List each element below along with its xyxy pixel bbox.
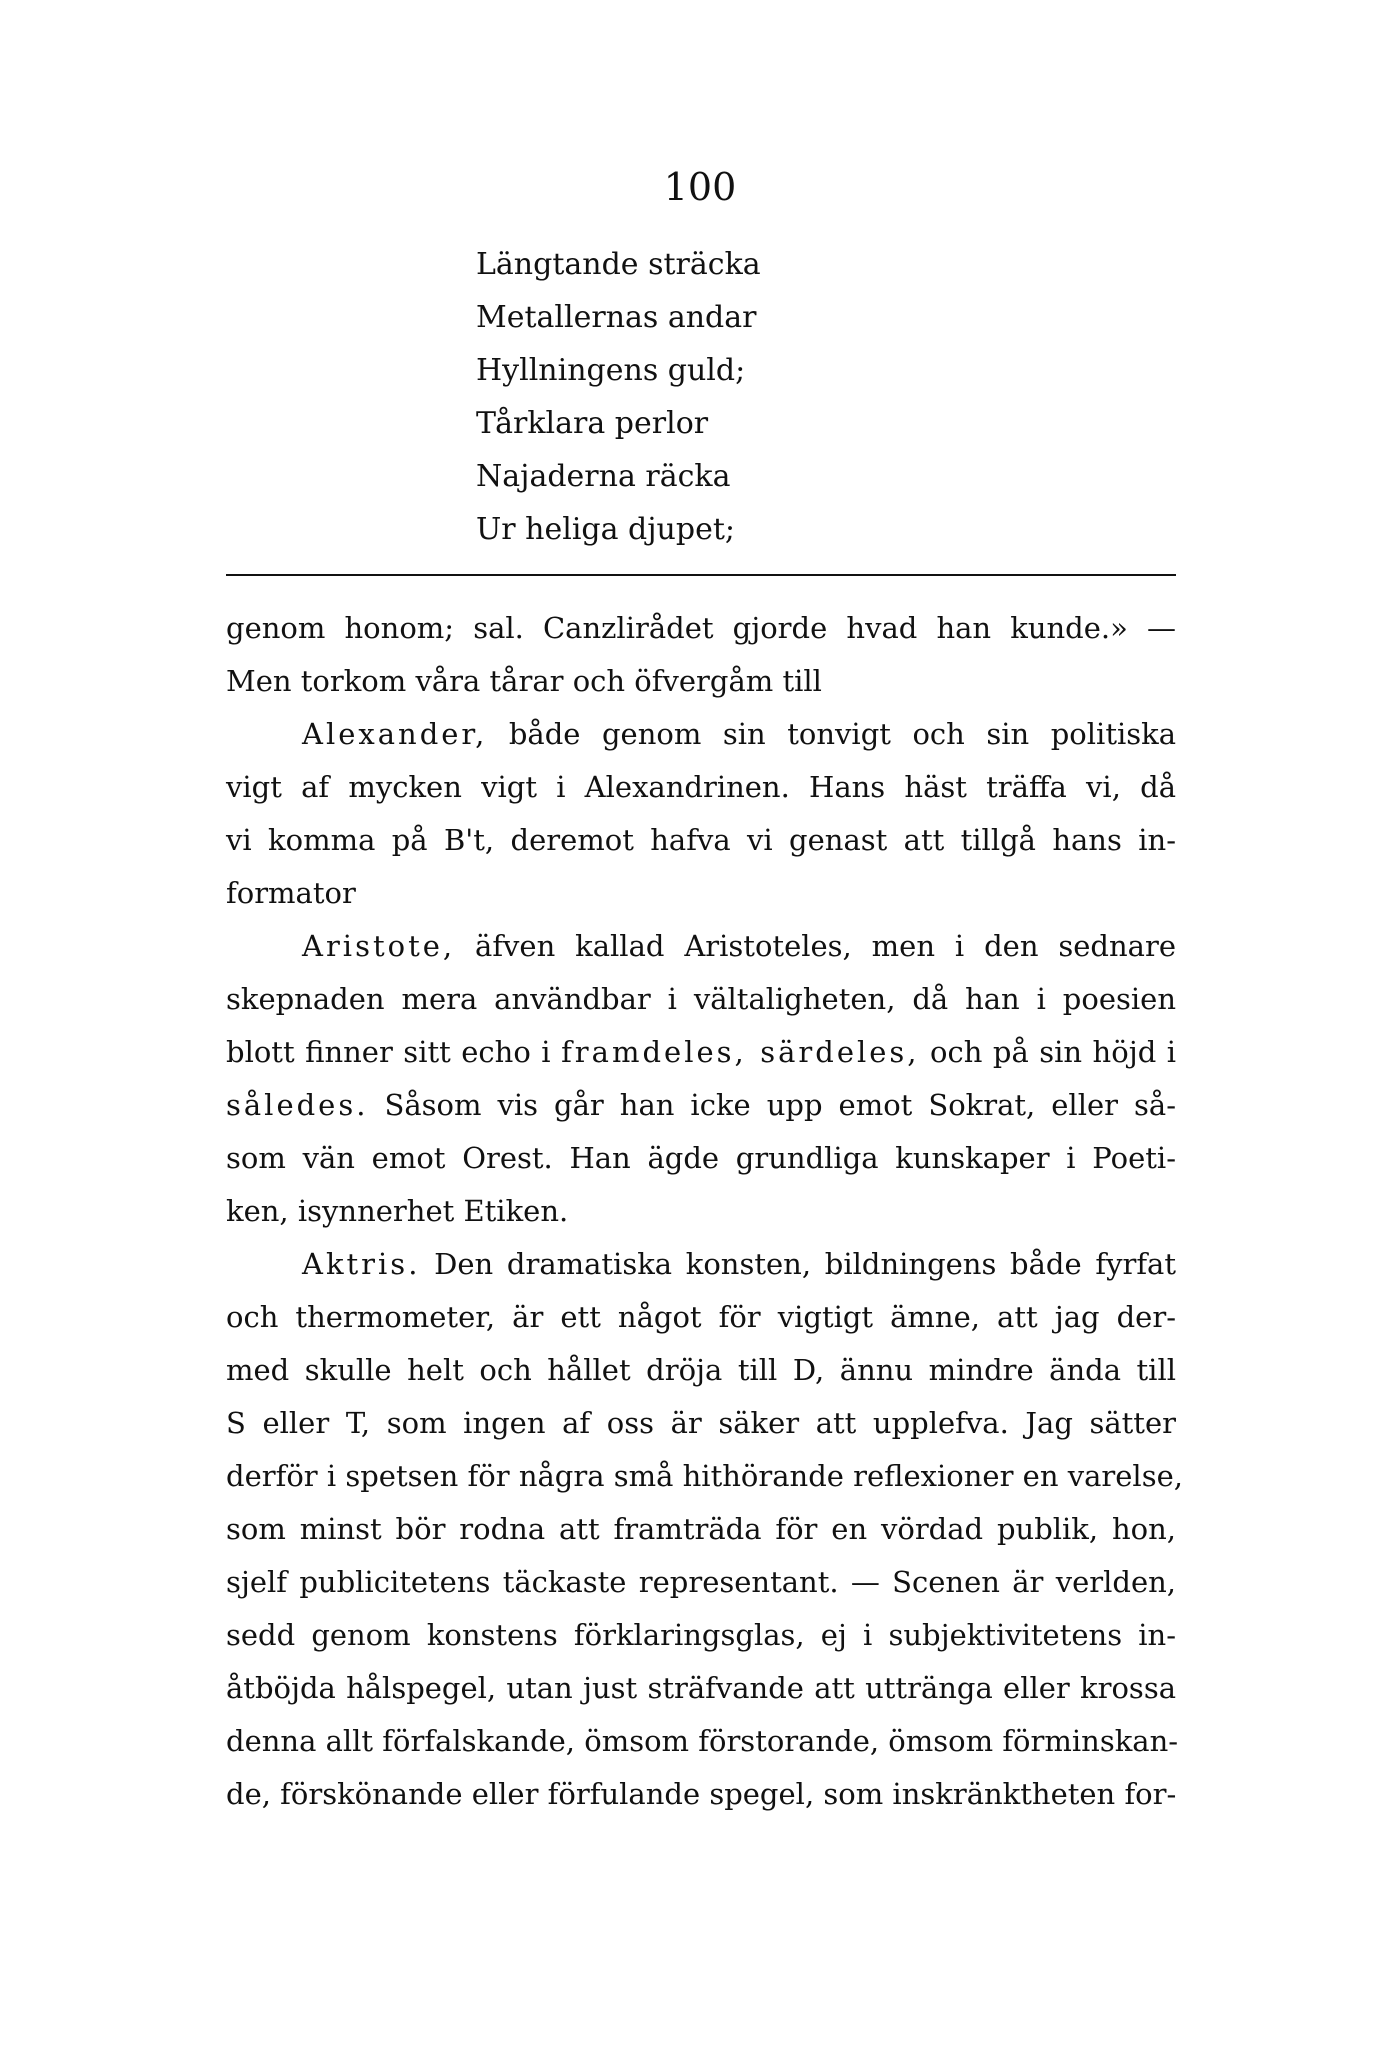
text-line: sjelf publicitetens täckaste representant. — Scenen är verlden, (226, 1565, 1176, 1599)
text-line (226, 1238, 1176, 1291)
page-number: 100 (663, 165, 737, 209)
text-line: skepnaden mera användbar i vältaligheten, då han i poesien (226, 982, 1176, 1016)
text-line: som vän emot Orest. Han ägde grundliga kunskaper i Poeti- (226, 1141, 1176, 1175)
text-line: vi komma på B't, deremot hafva vi genast att tillgå hans in- (226, 823, 1176, 857)
text-line (226, 1079, 1176, 1132)
text-line: åtböjda hålspegel, utan just sträfvande att uttränga eller krossa (226, 1671, 1176, 1705)
text-fragment: Såsom vis går han icke upp emot Sokrat, eller så- (368, 1088, 1176, 1122)
text-line: S eller T, som ingen af oss är säker att upplefva. Jag sätter (226, 1406, 1176, 1440)
text-line: med skulle helt och hållet dröja till D, ännu mindre ända till (226, 1353, 1176, 1387)
body-text (226, 602, 1183, 1821)
text-fragment: äfven kallad Aristoteles, men i den sednare (455, 929, 1176, 963)
term-framdeles: framdeles, särdeles, (561, 1035, 920, 1069)
term-aristote: Aristote, (302, 929, 456, 963)
footnote-divider (226, 574, 1176, 576)
term-aktris: Aktris. (302, 1247, 421, 1281)
text-line (226, 1026, 1176, 1079)
verse-line: Hyllningens guld; (476, 353, 746, 388)
term-alexander: Alexander, (302, 717, 488, 751)
text-line: Men torkom våra tårar och öfvergåm till (226, 664, 822, 698)
text-line: denna allt förfalskande, ömsom förstorande, ömsom förminskan- (226, 1724, 1179, 1758)
text-line (226, 920, 1176, 973)
text-line: ken, isynnerhet Etiken. (226, 1194, 569, 1228)
text-fragment: både genom sin tonvigt och sin politiska (487, 717, 1176, 751)
text-fragment: och på sin höjd i (919, 1035, 1177, 1069)
verse-stanza (476, 238, 1076, 556)
text-line: de, förskönande eller förfulande spegel, som inskränktheten for- (226, 1777, 1177, 1811)
text-line: och thermometer, är ett något för vigtigt ämne, att jag der- (226, 1300, 1176, 1334)
text-line: formator (226, 876, 356, 910)
text-fragment: Den dramatiska konsten, bildningens både fyrfat (420, 1247, 1176, 1281)
verse-line: Längtande sträcka (476, 247, 761, 282)
text-fragment: blott finner sitt echo i (226, 1035, 562, 1069)
text-line: vigt af mycken vigt i Alexandrinen. Hans häst träffa vi, då (226, 770, 1176, 804)
text-line: sedd genom konstens förklaringsglas, ej i subjektivitetens in- (226, 1618, 1176, 1652)
verse-line: Metallernas andar (476, 300, 757, 335)
verse-line: Tårklara perlor (476, 406, 709, 441)
text-line: som minst bör rodna att framträda för en vördad publik, hon, (226, 1512, 1176, 1546)
text-line: derför i spetsen för några små hithörande reflexioner en varelse, (226, 1459, 1183, 1493)
verse-line: Ur heliga djupet; (476, 512, 735, 547)
verse-line: Najaderna räcka (476, 459, 731, 494)
term-saledes: således. (226, 1088, 369, 1122)
text-line: genom honom; sal. Canzlirådet gjorde hvad han kunde.» — (226, 611, 1176, 645)
text-line (226, 708, 1176, 761)
